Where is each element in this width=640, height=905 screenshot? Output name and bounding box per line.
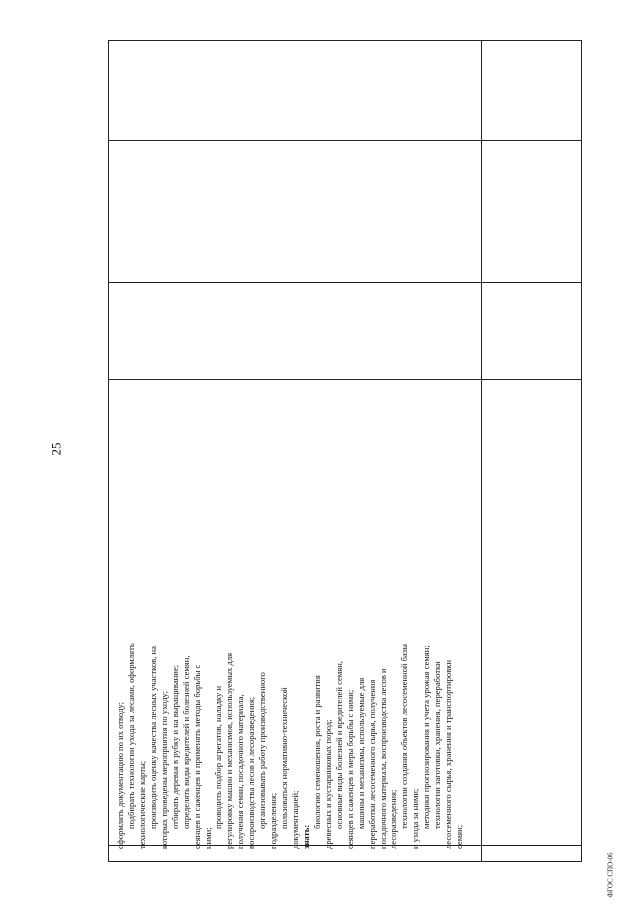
text-line: оформлять документацию по их отводу; [115,701,125,849]
row-divider [109,282,581,283]
text-line: получения семян, посадочного материала, [235,694,246,849]
text-line: технологии создания объектов лесосеменной базы [399,644,410,829]
text-line: которых проведены мероприятия по уходу; [158,690,169,849]
text-line: биологию семеношения, роста и развития [311,675,322,829]
text-line: сеянцев и саженцев и меры борьбы с ними; [344,689,355,849]
text-line: пользоваться нормативно-технической [279,687,290,829]
text-line: переработки лесосеменного сырья, получения [366,679,377,849]
text-line: производить оценку качества лесных участков, на [147,646,158,829]
text-line: регулировку машин и механизмов, используемых для [224,652,235,849]
curriculum-table [108,40,582,862]
skills-knowledge-cell [115,489,580,849]
page-number: 25 [48,442,64,456]
text-line: подбирать технологии ухода за лесами, оформлять [125,643,136,829]
text-line: машины и механизмы, используемые для [355,677,366,829]
text-line: проводить подбор агрегатов, наладку и [213,685,224,829]
text-line: древесных и кустарниковых пород; [322,719,333,849]
row-divider [109,379,581,380]
document-footer: ФГОС СПО-06 [606,852,615,898]
text-line: воспроизводства лесов и лесоразведения; [246,696,257,849]
text-line: отбирать деревья в рубку и на выращивание; [169,664,180,829]
text-line: знать: [300,824,311,849]
text-line: и ухода за ними; [410,788,421,849]
text-line: ними; [202,827,213,849]
text-line: лесосеменного сырья, хранения и транспортировки [443,659,454,849]
text-line: технологические карты; [136,760,147,849]
text-line: посадочного материала, воспроизводства лесов и [377,668,388,849]
text-line: технологии заготовки, хранения, переработки [432,661,443,829]
text-line: определять виды вредителей и болезней семян, [180,655,191,829]
text-line: лесоразведения; [388,789,399,849]
text-line: организовывать работу производственного [257,672,268,829]
text-line: сеянцев и саженцев и применять методы борьбы с [191,664,202,849]
text-line: методики прогнозирования и учета урожая семян; [421,645,432,829]
text-line: подразделения; [268,792,279,849]
row-divider [109,140,581,141]
text-line: семян; [454,824,465,849]
text-line: основные виды болезней и вредителей семян, [333,661,344,829]
text-line: документацией; [290,790,300,849]
